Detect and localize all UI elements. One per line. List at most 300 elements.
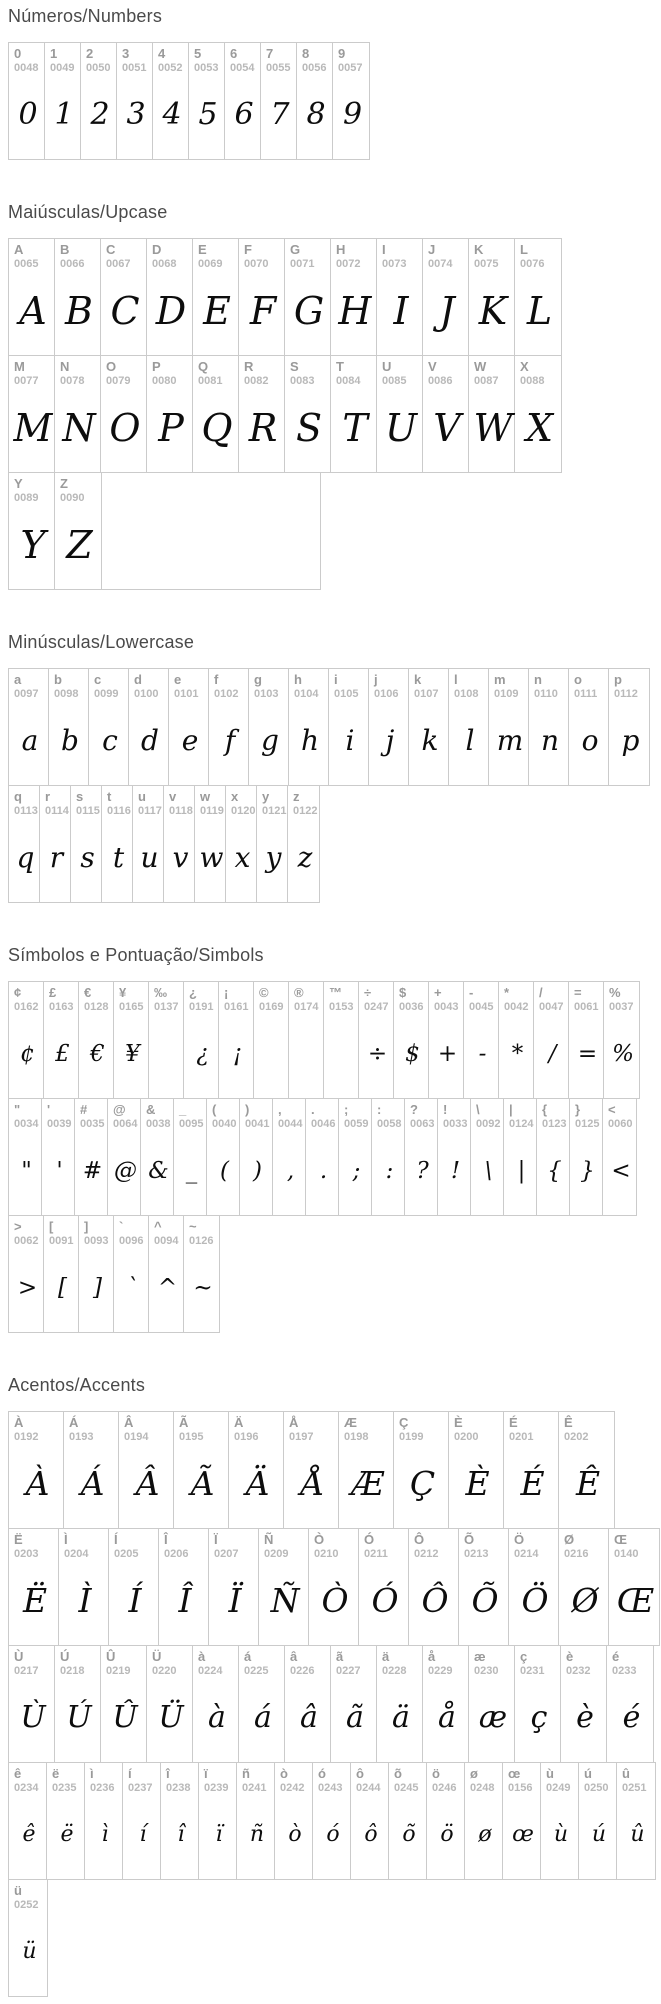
- cell-code-label: 0251: [622, 1782, 647, 1794]
- char-cell: [249, 669, 289, 785]
- cell-code-label: 0044: [278, 1118, 303, 1130]
- cell-char-label: J: [428, 242, 436, 257]
- char-row: [8, 1528, 660, 1646]
- cell-glyph: Ô: [421, 1581, 449, 1620]
- cell-code-label: 0068: [152, 258, 177, 270]
- cell-glyph: â: [300, 1700, 318, 1735]
- cell-glyph: ;: [352, 1157, 361, 1184]
- cell-glyph: à: [208, 1700, 226, 1735]
- cell-glyph: a: [21, 724, 39, 757]
- cell-code-label: 0073: [382, 258, 407, 270]
- cell-code-label: 0086: [428, 375, 453, 387]
- cell-code-label: 0051: [122, 62, 147, 74]
- cell-char-label: Å: [289, 1415, 299, 1430]
- cell-code-label: 0203: [14, 1548, 39, 1560]
- cell-code-label: 0045: [469, 1001, 494, 1013]
- cell-glyph: n: [540, 724, 560, 757]
- char-cell: [389, 1763, 427, 1879]
- cell-code-label: 0229: [428, 1665, 453, 1677]
- cell-char-label: c: [94, 672, 102, 687]
- cell-glyph: v: [172, 841, 189, 874]
- cell-char-label: h: [294, 672, 302, 687]
- cell-char-label: [: [49, 1219, 54, 1234]
- char-cell: [351, 1763, 389, 1879]
- cell-glyph: æ: [478, 1700, 508, 1735]
- char-cell: [226, 786, 257, 902]
- cell-char-label: ó: [318, 1766, 326, 1781]
- cell-glyph: œ: [512, 1822, 534, 1847]
- cell-code-label: 0090: [60, 492, 85, 504]
- cell-glyph: m: [496, 724, 524, 757]
- cell-code-label: 0083: [290, 375, 315, 387]
- cell-code-label: 0074: [428, 258, 453, 270]
- char-cell: [289, 982, 324, 1098]
- char-cell: [55, 356, 101, 472]
- cell-char-label: b: [54, 672, 62, 687]
- cell-char-label: 1: [50, 46, 58, 61]
- cell-char-label: r: [45, 789, 51, 804]
- char-cell: [169, 669, 209, 785]
- cell-code-label: 0123: [542, 1118, 567, 1130]
- char-cell: [394, 982, 429, 1098]
- cell-glyph: k: [421, 724, 439, 757]
- cell-code-label: 0209: [264, 1548, 289, 1560]
- cell-code-label: 0082: [244, 375, 269, 387]
- cell-code-label: 0230: [474, 1665, 499, 1677]
- cell-char-label: \: [476, 1102, 480, 1117]
- cell-char-label: O: [106, 359, 117, 374]
- cell-glyph: T: [342, 405, 368, 450]
- cell-code-label: 0058: [377, 1118, 402, 1130]
- cell-glyph: u: [140, 841, 159, 874]
- cell-char-label: ¡: [224, 985, 229, 1000]
- cell-glyph: õ: [402, 1822, 416, 1847]
- cell-code-label: 0202: [564, 1431, 589, 1443]
- char-cell: [199, 1763, 237, 1879]
- cell-glyph: ?: [416, 1157, 429, 1184]
- cell-code-label: 0248: [470, 1782, 495, 1794]
- cell-code-label: 0081: [198, 375, 223, 387]
- cell-char-label: D: [152, 242, 162, 257]
- cell-code-label: 0037: [609, 1001, 634, 1013]
- cell-glyph: Á: [80, 1464, 105, 1503]
- char-cell: [377, 1646, 423, 1762]
- cell-char-label: ö: [432, 1766, 440, 1781]
- cell-char-label: C: [106, 242, 116, 257]
- cell-glyph: ¢: [20, 1040, 35, 1067]
- cell-glyph: Ã: [190, 1464, 215, 1503]
- cell-char-label: e: [174, 672, 182, 687]
- cell-code-label: 0052: [158, 62, 183, 74]
- cell-code-label: 0095: [179, 1118, 204, 1130]
- char-cell: [59, 1529, 109, 1645]
- cell-char-label: s: [76, 789, 84, 804]
- cell-glyph: %: [612, 1040, 634, 1067]
- cell-code-label: 0066: [60, 258, 85, 270]
- char-cell: [306, 1099, 339, 1215]
- cell-char-label: ò: [280, 1766, 288, 1781]
- cell-char-label: 4: [158, 46, 166, 61]
- cell-char-label: Æ: [344, 1415, 357, 1430]
- char-row: [8, 355, 562, 473]
- char-cell: [449, 1412, 504, 1528]
- cell-glyph: [154, 1014, 181, 1093]
- cell-char-label: Ì: [64, 1532, 68, 1547]
- cell-glyph: s: [80, 841, 95, 874]
- cell-glyph: í: [139, 1822, 147, 1847]
- cell-char-label: l: [454, 672, 458, 687]
- cell-glyph: ÷: [367, 1040, 388, 1067]
- cell-char-label: É: [509, 1415, 518, 1430]
- char-cell: [289, 669, 329, 785]
- char-row: [8, 1098, 637, 1216]
- cell-char-label: Q: [198, 359, 209, 374]
- char-cell: [89, 669, 129, 785]
- cell-code-label: 0118: [169, 805, 193, 817]
- cell-glyph: U: [384, 405, 418, 450]
- char-cell: [237, 1763, 275, 1879]
- cell-glyph: Ò: [321, 1581, 349, 1620]
- char-cell: [85, 1763, 123, 1879]
- cell-glyph: 0: [18, 97, 38, 132]
- cell-code-label: 0196: [234, 1431, 259, 1443]
- cell-glyph: 8: [306, 97, 326, 132]
- char-cell: [331, 1646, 377, 1762]
- char-cell: [9, 1412, 64, 1528]
- cell-char-label: $: [399, 985, 407, 1000]
- char-cell: [427, 1763, 465, 1879]
- cell-char-label: â: [290, 1649, 298, 1664]
- cell-glyph: ": [21, 1157, 32, 1184]
- cell-glyph: i: [345, 724, 355, 757]
- cell-char-label: å: [428, 1649, 436, 1664]
- char-row: [8, 238, 562, 356]
- cell-glyph: Ì: [78, 1581, 92, 1620]
- cell-glyph: ü: [22, 1939, 37, 1964]
- char-cell: [193, 356, 239, 472]
- char-cell: [109, 1529, 159, 1645]
- cell-char-label: 3: [122, 46, 130, 61]
- cell-char-label: U: [382, 359, 392, 374]
- cell-char-label: k: [414, 672, 422, 687]
- cell-char-label: f: [214, 672, 219, 687]
- char-cell: [9, 982, 44, 1098]
- cell-code-label: 0216: [564, 1548, 589, 1560]
- cell-char-label: Ó: [364, 1532, 375, 1547]
- char-cell: [359, 1529, 409, 1645]
- cell-glyph: \: [484, 1157, 493, 1184]
- cell-glyph: ö: [440, 1822, 454, 1847]
- char-cell: [225, 43, 261, 159]
- cell-char-label: S: [290, 359, 299, 374]
- char-row: [8, 668, 650, 786]
- cell-glyph: Ü: [158, 1700, 184, 1735]
- char-row: [8, 1762, 656, 1880]
- cell-glyph: F: [249, 288, 277, 333]
- cell-char-label: i: [334, 672, 338, 687]
- cell-char-label: Â: [124, 1415, 134, 1430]
- cell-char-label: F: [244, 242, 252, 257]
- char-cell: [195, 786, 226, 902]
- cell-char-label: n: [534, 672, 542, 687]
- cell-code-label: 0046: [311, 1118, 336, 1130]
- cell-char-label: Y: [14, 476, 23, 491]
- cell-code-label: 0207: [214, 1548, 239, 1560]
- char-row: [8, 472, 321, 590]
- cell-char-label: ì: [90, 1766, 94, 1781]
- cell-code-label: 0105: [334, 688, 359, 700]
- cell-glyph: Q: [201, 405, 233, 450]
- char-cell: [254, 982, 289, 1098]
- char-cell: [609, 669, 649, 785]
- cell-char-label: î: [166, 1766, 170, 1781]
- cell-glyph: û: [630, 1822, 645, 1847]
- cell-code-label: 0069: [198, 258, 223, 270]
- char-cell: [40, 786, 71, 902]
- cell-code-label: 0214: [514, 1548, 539, 1560]
- cell-code-label: 0228: [382, 1665, 407, 1677]
- cell-char-label: L: [520, 242, 528, 257]
- cell-code-label: 0198: [344, 1431, 369, 1443]
- cell-code-label: 0104: [294, 688, 319, 700]
- char-cell: [174, 1412, 229, 1528]
- cell-char-label: /: [539, 985, 543, 1000]
- cell-glyph: é: [622, 1700, 641, 1735]
- cell-code-label: 0084: [336, 375, 361, 387]
- char-cell: [359, 982, 394, 1098]
- cell-char-label: ã: [336, 1649, 344, 1664]
- char-cell: [219, 982, 254, 1098]
- cell-char-label: 5: [194, 46, 202, 61]
- cell-char-label: Ô: [414, 1532, 425, 1547]
- cell-glyph: ò: [288, 1822, 302, 1847]
- cell-char-label: I: [382, 242, 386, 257]
- char-cell: [102, 786, 133, 902]
- cell-char-label: Í: [114, 1532, 118, 1547]
- cell-char-label: p: [614, 672, 622, 687]
- cell-char-label: Œ: [614, 1532, 627, 1547]
- cell-code-label: 0220: [152, 1665, 177, 1677]
- char-cell: [49, 669, 89, 785]
- char-cell: [504, 1412, 559, 1528]
- cell-code-label: 0106: [374, 688, 399, 700]
- cell-code-label: 0033: [443, 1118, 468, 1130]
- cell-glyph: q: [16, 841, 35, 874]
- char-row: [8, 1215, 220, 1333]
- cell-char-label: ~: [189, 1219, 197, 1234]
- cell-glyph: /: [548, 1040, 557, 1067]
- char-cell: [534, 982, 569, 1098]
- cell-char-label: ÷: [364, 985, 372, 1000]
- cell-code-label: 0059: [344, 1118, 369, 1130]
- char-cell: [229, 1412, 284, 1528]
- cell-code-label: 0238: [166, 1782, 191, 1794]
- cell-char-label: z: [293, 789, 300, 804]
- char-cell: [55, 1646, 101, 1762]
- char-cell: [149, 982, 184, 1098]
- cell-char-label: 9: [338, 46, 346, 61]
- char-cell: [559, 1529, 609, 1645]
- char-cell: [503, 1763, 541, 1879]
- cell-char-label: >: [14, 1219, 22, 1234]
- char-cell: [273, 1099, 306, 1215]
- cell-code-label: 0244: [356, 1782, 381, 1794]
- cell-char-label: ,: [278, 1102, 282, 1117]
- cell-code-label: 0210: [314, 1548, 339, 1560]
- char-cell: [261, 43, 297, 159]
- cell-char-label: v: [169, 789, 177, 804]
- cell-char-label: G: [290, 242, 301, 257]
- cell-glyph: J: [439, 288, 455, 333]
- char-cell: [161, 1763, 199, 1879]
- cell-glyph: 6: [234, 97, 254, 132]
- char-cell: [529, 669, 569, 785]
- cell-code-label: 0091: [49, 1235, 74, 1247]
- char-cell: [159, 1529, 209, 1645]
- cell-char-label: œ: [508, 1766, 521, 1781]
- cell-char-label: |: [509, 1102, 513, 1117]
- cell-code-label: 0094: [154, 1235, 179, 1247]
- cell-code-label: 0213: [464, 1548, 489, 1560]
- char-cell: [471, 1099, 504, 1215]
- char-cell: [55, 239, 101, 355]
- cell-code-label: 0035: [80, 1118, 105, 1130]
- char-cell: [257, 786, 288, 902]
- cell-glyph: .: [319, 1157, 328, 1184]
- cell-char-label: ]: [84, 1219, 89, 1234]
- cell-glyph: å: [438, 1700, 456, 1735]
- char-cell: [147, 356, 193, 472]
- char-cell: [114, 982, 149, 1098]
- cell-glyph: Ç: [409, 1464, 436, 1503]
- char-cell: [101, 356, 147, 472]
- cell-glyph: Ë: [22, 1581, 48, 1620]
- cell-glyph: W: [473, 405, 513, 450]
- char-cell: [339, 1412, 394, 1528]
- char-cell: [108, 1099, 141, 1215]
- charmap-section: [8, 202, 661, 590]
- cell-char-label: ‰: [154, 985, 167, 1000]
- cell-char-label: Ë: [14, 1532, 23, 1547]
- char-cell: [313, 1763, 351, 1879]
- cell-code-label: 0070: [244, 258, 269, 270]
- cell-glyph: h: [300, 724, 320, 757]
- cell-char-label: Z: [60, 476, 68, 491]
- cell-char-label: ä: [382, 1649, 390, 1664]
- char-cell: [509, 1529, 559, 1645]
- cell-code-label: 0042: [504, 1001, 529, 1013]
- cell-char-label: Û: [106, 1649, 116, 1664]
- cell-glyph: H: [338, 288, 372, 333]
- char-cell: [55, 473, 101, 589]
- cell-code-label: 0089: [14, 492, 39, 504]
- cell-glyph: á: [254, 1700, 272, 1735]
- char-cell: [285, 356, 331, 472]
- cell-code-label: 0163: [49, 1001, 74, 1013]
- cell-code-label: 0195: [179, 1431, 204, 1443]
- cell-glyph: ù: [553, 1822, 569, 1847]
- char-cell: [459, 1529, 509, 1645]
- cell-glyph: ¡: [232, 1040, 243, 1067]
- cell-code-label: 0121: [262, 805, 287, 817]
- char-cell: [541, 1763, 579, 1879]
- char-cell: [285, 239, 331, 355]
- cell-glyph: z: [297, 841, 313, 874]
- cell-char-label: W: [474, 359, 487, 374]
- char-cell: [44, 982, 79, 1098]
- char-cell: [377, 356, 423, 472]
- cell-glyph: L: [526, 288, 553, 333]
- cell-code-label: 0161: [224, 1001, 249, 1013]
- char-cell: [329, 669, 369, 785]
- cell-glyph: Œ: [616, 1581, 655, 1620]
- charmap-section: [8, 6, 661, 160]
- cell-glyph: Ù: [20, 1700, 46, 1735]
- cell-char-label: ü: [14, 1883, 22, 1898]
- cell-char-label: q: [14, 789, 22, 804]
- char-cell: [275, 1763, 313, 1879]
- cell-char-label: ': [47, 1102, 51, 1117]
- cell-char-label: ": [14, 1102, 21, 1117]
- cell-glyph: &: [148, 1157, 169, 1184]
- cell-char-label: d: [134, 672, 142, 687]
- cell-char-label: K: [474, 242, 484, 257]
- cell-code-label: 0101: [174, 688, 199, 700]
- char-cell: [324, 982, 359, 1098]
- cell-glyph: t: [112, 841, 125, 874]
- char-cell: [114, 1216, 149, 1332]
- cell-code-label: 0156: [508, 1782, 533, 1794]
- cell-char-label: Ñ: [264, 1532, 274, 1547]
- cell-glyph: Ä: [245, 1464, 270, 1503]
- cell-glyph: ó: [326, 1822, 340, 1847]
- cell-char-label: 6: [230, 46, 238, 61]
- cell-glyph: d: [141, 724, 159, 757]
- cell-glyph: w: [199, 841, 224, 874]
- cell-glyph: G: [293, 288, 325, 333]
- cell-char-label: &: [146, 1102, 156, 1117]
- charmap-section: [8, 1375, 661, 1997]
- cell-char-label: -: [469, 985, 474, 1000]
- cell-glyph: Õ: [471, 1581, 499, 1620]
- char-row: [8, 785, 320, 903]
- cell-glyph: M: [13, 405, 53, 450]
- cell-char-label: õ: [394, 1766, 402, 1781]
- cell-glyph: Â: [135, 1464, 160, 1503]
- cell-glyph: 9: [342, 97, 363, 132]
- char-cell: [469, 356, 515, 472]
- cell-code-label: 0065: [14, 258, 39, 270]
- cell-glyph: r: [49, 841, 64, 874]
- cell-char-label: ç: [520, 1649, 528, 1664]
- char-cell: [449, 669, 489, 785]
- cell-code-label: 0199: [399, 1431, 424, 1443]
- cell-char-label: Î: [164, 1532, 168, 1547]
- cell-code-label: 0236: [90, 1782, 115, 1794]
- char-cell: [369, 669, 409, 785]
- cell-char-label: Ú: [60, 1649, 70, 1664]
- cell-char-label: È: [454, 1415, 463, 1430]
- cell-code-label: 0041: [245, 1118, 270, 1130]
- cell-char-label: ¿: [189, 985, 197, 1000]
- cell-char-label: B: [60, 242, 70, 257]
- cell-code-label: 0107: [414, 688, 439, 700]
- cell-glyph: e: [181, 724, 199, 757]
- cell-glyph: É: [520, 1464, 545, 1503]
- char-cell: [9, 473, 55, 589]
- cell-code-label: 0078: [60, 375, 85, 387]
- cell-glyph: R: [248, 405, 278, 450]
